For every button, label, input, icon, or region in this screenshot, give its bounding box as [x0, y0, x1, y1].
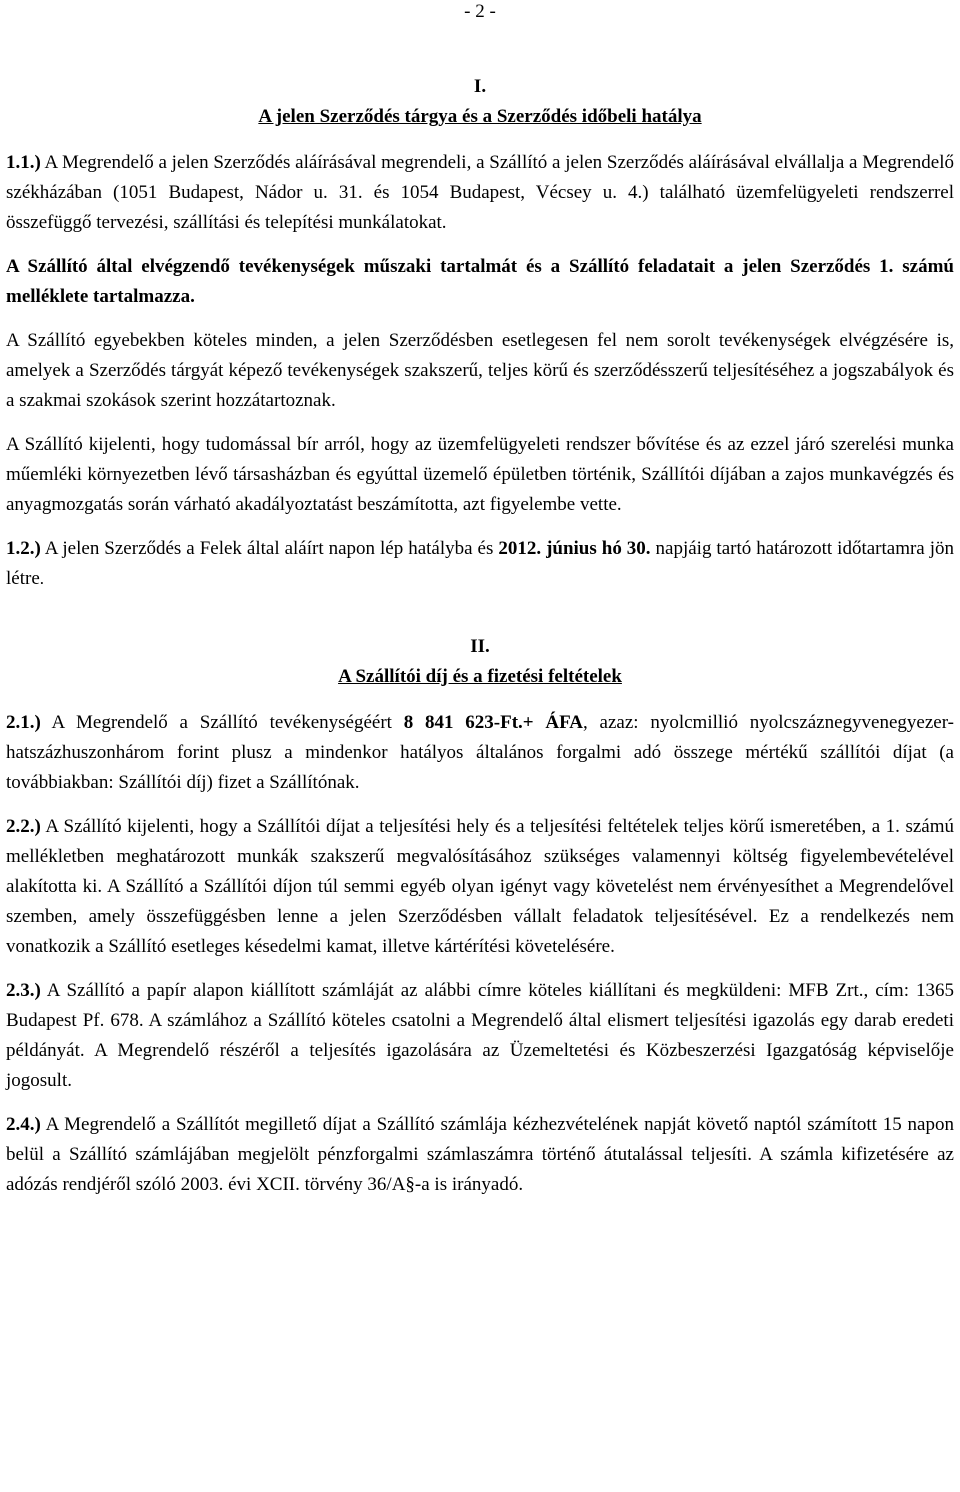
obligations-paragraph: A Szállító egyebekben köteles minden, a jelen Szerződésben esetlegesen fel nem sorolt tevékenységek elvégzésére is, amelyek a Szerződés tárgyát képező tevékenységek szakszerű, teljes körű és szerződésszerű teljesítéséhez a jogszabályok és a szakmai szokások szerint hozzátartoznak.: [6, 330, 954, 411]
clause-1-2-text-b: napjáig tartó határozott időtartamra jön létre: [6, 538, 954, 589]
section-1-title: A jelen Szerződés tárgya és a Szerződés időbeli hatálya: [258, 106, 702, 127]
clause-2-1-amount: 8 841 623-Ft.+ ÁFA: [403, 712, 584, 733]
section-1-number: I.: [473, 76, 487, 97]
clause-2-1-number: 2.1.): [6, 712, 41, 733]
clause-2-1: [6, 708, 954, 798]
clause-2-3: [6, 976, 954, 1096]
clause-2-4-text: A Megrendelő a Szállítót megillető díjat a Szállító számlája kézhezvételének napját követő naptól számított 15 napon belül a Szállító számlájában megjelölt pénzforgalmi számlaszámra történő átutalással teljesíti. A számla kifizetésére az adózás rendjéről szóló 2003. évi XCII. törvény 36/A§-a is irányadó.: [6, 1114, 954, 1195]
clause-2-1-text-a: A Megrendelő a Szállító tevékenységéért: [40, 712, 404, 733]
clause-2-4: [6, 1110, 954, 1200]
clause-2-3-text: A Szállító a papír alapon kiállított számláját az alábbi címre köteles kiállítani és megküldeni: MFB Zrt., cím: 1365 Budapest Pf. 678. A számlához a Szállító köteles csatolni a Megrendelő által elismert teljesítési igazolás egy darab eredeti példányát. A Megrendelő részéről a teljesítés igazolására az Üzemeltetési és Közbeszerzési Igazgatóság képviselője jogosult.: [6, 980, 954, 1091]
clause-1-1: [6, 148, 954, 238]
clause-2-2: [6, 812, 954, 962]
clause-2-2-text: A Szállító kijelenti, hogy a Szállítói díjat a teljesítési hely és a teljesítési feltételek teljes körű ismeretében, a 1. számú mellékletben meghatározott munkák szakszerű megvalósításához szükséges valamennyi költség figyelembevételével alakította ki. A Szállító a Szállítói díjon túl semmi egyéb olyan igényt vagy követelést nem érvényesíthet a Megrendelővel szemben, amely összefüggésben lenne a jelen Szerződésben vállalt feladatok teljesítésével. Ez a rendelkezés nem vonatkozik a Szállító esetleges késedelmi kamat, illetve kártérítési követelésére.: [6, 816, 954, 957]
section-1-heading: [6, 72, 954, 132]
clause-1-2: [6, 534, 954, 594]
declaration-paragraph: A Szállító kijelenti, hogy tudomással bír arról, hogy az üzemfelügyeleti rendszer bővítése és az ezzel járó szerelési munka műemléki környezetben lévő társasházban és egyúttal üzemelő épületben történik, Szállítói díjában a zajos munkavégzés és anyagmozgatás során várható akadályoztatást beszámította, azt figyelembe vette.: [6, 434, 954, 515]
bold-paragraph-text: A Szállító által elvégzendő tevékenységek műszaki tartalmát és a Szállító feladatait a jelen Szerződés 1. számú melléklete tartalmazza.: [6, 256, 954, 307]
clause-1-2-date: 2012. június hó 30.: [498, 538, 651, 559]
clause-2-3-number: 2.3.): [6, 980, 41, 1001]
clause-1-1-text: A Megrendelő a jelen Szerződés aláírásával megrendeli, a Szállító a jelen Szerződés aláírásával elvállalja a Megrendelő székházában (1051 Budapest, Nádor u. 31. és 1054 Budapest, Vécsey u. 4.) található üzemfelügyeleti rendszerrel összefüggő tervezési, szállítási és telepítési munkálatokat.: [6, 152, 955, 233]
clause-1-1-number: 1.1.): [6, 152, 41, 173]
clause-2-4-number: 2.4.): [6, 1114, 41, 1135]
document-body: [6, 72, 954, 1200]
clause-2-2-number: 2.2.): [6, 816, 41, 837]
clause-2-1-text-b: , azaz: nyolcmillió nyolcszáznegyvenegyezer-hatszázhuszonhárom forint plusz a mindenkor hatályos általános forgalmi adó összege mértékű szállítói díjat (a továbbiakban: Szállítói díj) fizet a Szállítónak.: [6, 712, 954, 793]
section-2-heading: [6, 632, 954, 692]
section-2-number: II.: [470, 636, 490, 657]
bold-paragraph: [6, 252, 954, 312]
clause-1-2-number: 1.2.): [6, 538, 41, 559]
clause-1-2-end: .: [39, 569, 45, 588]
clause-1-2-text-a: A jelen Szerződés a Felek által aláírt napon lép hatályba és: [40, 538, 499, 559]
page-number: - 2 -: [464, 1, 496, 22]
section-2-title: A Szállítói díj és a fizetési feltételek: [338, 666, 622, 687]
